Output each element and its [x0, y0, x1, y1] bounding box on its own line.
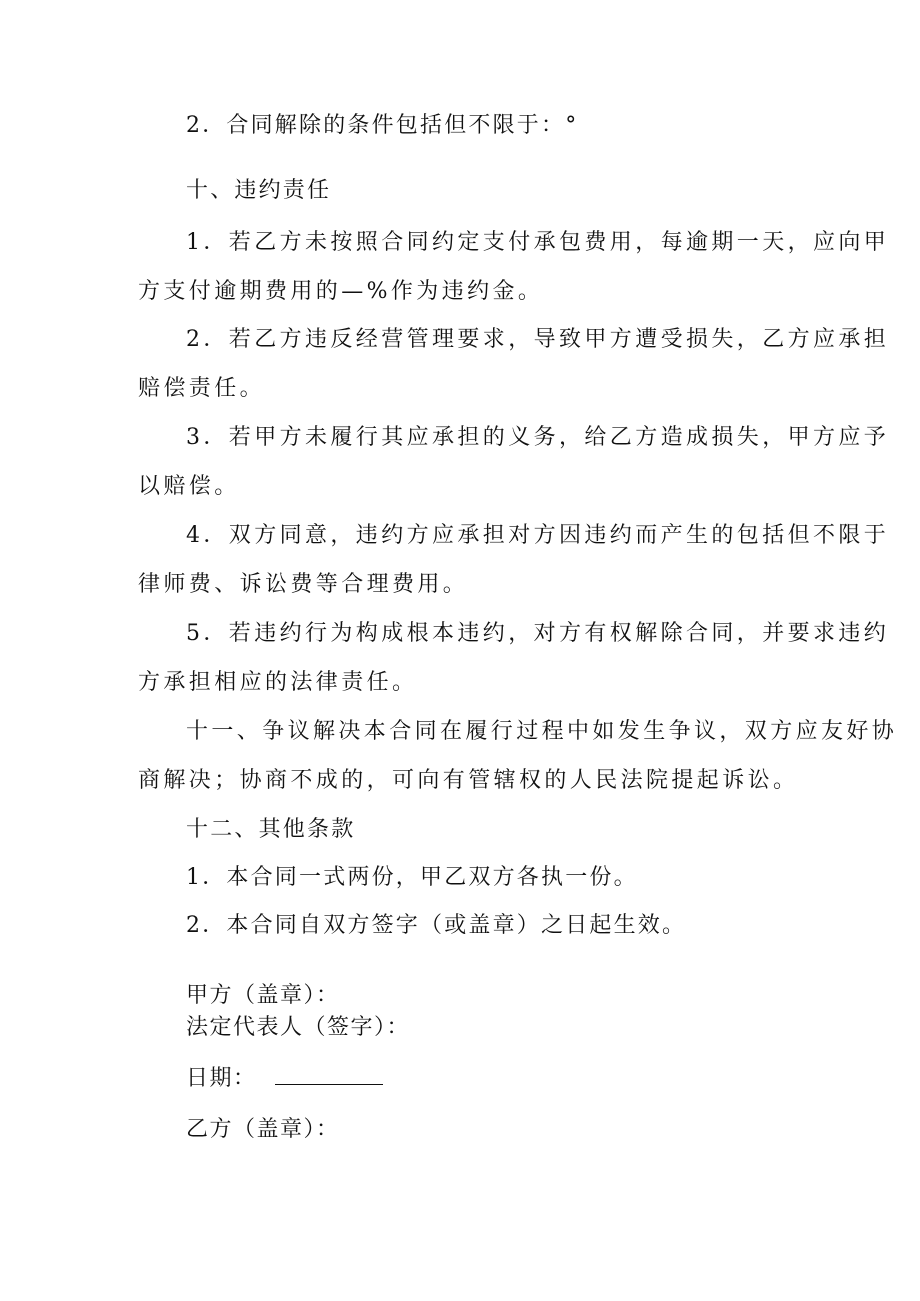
section-10-item-2-line-2: 赔偿责任。	[138, 376, 266, 401]
section-10-item-2-line-1: 2．若乙方违反经营管理要求，导致甲方遭受损失，乙方应承担	[186, 327, 890, 352]
section-10-item-5-line-2: 方承担相应的法律责任。	[138, 670, 418, 695]
section-10-item-3-line-1: 3．若甲方未履行其应承担的义务，给乙方造成损失，甲方应予	[186, 425, 890, 450]
party-a-seal-label: 甲方（盖章）：	[186, 983, 340, 1008]
section-10-item-1-line-2: 方支付逾期费用的—%作为违约金。	[138, 279, 544, 304]
section-10-item-1-line-1: 1．若乙方未按照合同约定支付承包费用，每逾期一天，应向甲	[186, 230, 890, 255]
section-10-item-5-line-1: 5．若违约行为构成根本违约，对方有权解除合同，并要求违约	[186, 621, 890, 646]
section-10-heading: 十、违约责任	[186, 178, 332, 203]
section-12-heading: 十二、其他条款	[186, 817, 356, 842]
section-11-line-1: 十一、争议解决本合同在履行过程中如发生争议，双方应友好协	[186, 719, 898, 744]
party-b-seal-label: 乙方（盖章）：	[186, 1117, 340, 1142]
date-blank-line	[275, 1066, 383, 1085]
section-12-item-2: 2．本合同自双方签字（或盖章）之日起生效。	[186, 913, 687, 938]
legal-representative-sign-label: 法定代表人（签字）：	[186, 1015, 411, 1040]
section-10-item-3-line-2: 以赔偿。	[138, 474, 240, 499]
section-12-item-1: 1．本合同一式两份，甲乙双方各执一份。	[186, 865, 638, 890]
section-10-item-4-line-2: 律师费、诉讼费等合理费用。	[138, 572, 469, 597]
section-10-item-4-line-1: 4．双方同意，违约方应承担对方因违约而产生的包括但不限于	[186, 523, 890, 548]
date-label: 日期：	[186, 1066, 257, 1091]
date-row	[186, 1065, 383, 1093]
clause-9-item-2: 2．合同解除的条件包括但不限于：°	[186, 113, 579, 138]
section-11-line-2: 商解决；协商不成的，可向有管辖权的人民法院提起诉讼。	[138, 768, 799, 793]
